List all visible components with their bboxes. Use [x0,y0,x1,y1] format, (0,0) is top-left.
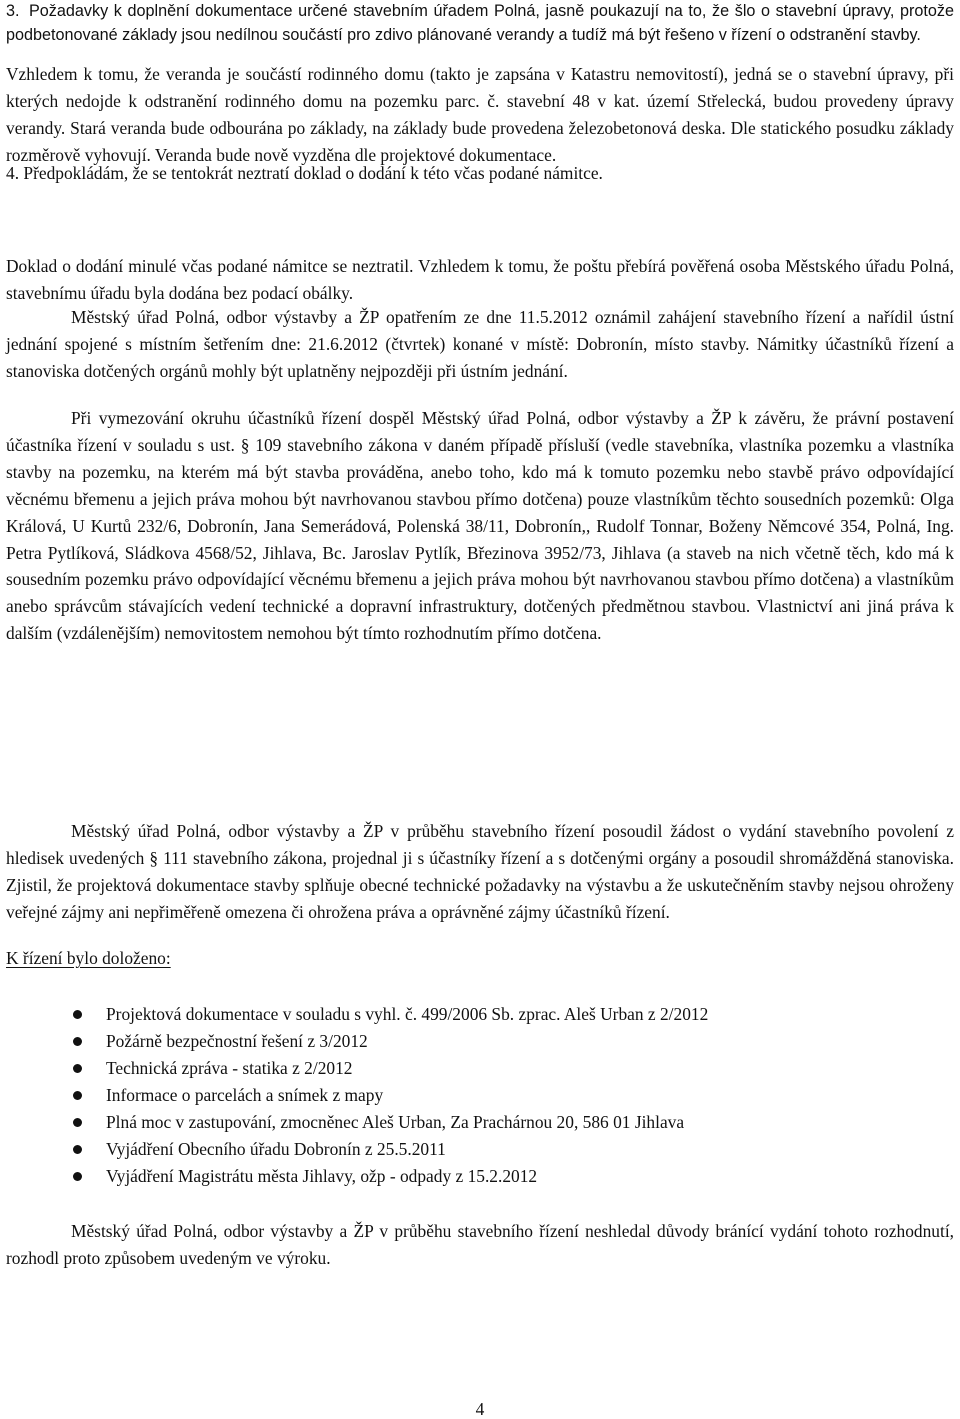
response-item-4: Doklad o dodání minulé včas podané námitce se neztratil. Vzhledem k tomu, že poštu přebírá pověřená osoba Městského úřadu Polná, stavebnímu úřadu byla dodána bez podací obálky. [6,256,954,303]
objection-text: Předpokládám, že se tentokrát neztratí doklad o dodání k této včas podané námitce. [23,163,603,183]
objection-item-4 [6,160,954,187]
objection-item-3 [6,0,954,47]
objection-text: Požadavky k doplnění dokumentace určené stavebním úřadem Polná, jasně poukazují na to, že šlo o stavební úpravy, protože podbetonované základy jsou nedílnou součástí pro zdivo plánované verandy a tudíž má být řešeno v řízení o odstranění stavby. [6,2,954,44]
paragraph-review: Městský úřad Polná, odbor výstavby a ŽP v průběhu stavebního řízení posoudil žádost o vydání stavebního povolení z hledisek uvedených § 111 stavebního zákona, projednal ji s účastníky řízení a s dotčenými orgány a posoudil shromážděná stanoviska. Zjistil, že projektová dokumentace stavby splňuje obecné technické požadavky na výstavbu a že uskutečněním stavby nejsou ohroženy veřejné zájmy ani nepřiměřeně omezena či ohrožena práva a oprávněné zájmy účastníků řízení. [6,821,954,922]
item-number: 4. [6,163,20,183]
list-item [73,1136,943,1163]
list-item-text: Vyjádření Obecního úřadu Dobronín z 25.5.2011 [106,1139,446,1159]
bullet-icon [73,1010,82,1019]
list-item [73,1001,943,1028]
list-item [73,1082,943,1109]
bullet-icon [73,1172,82,1181]
page-number: 4 [475,1399,485,1419]
bullet-icon [73,1064,82,1073]
bullet-icon [73,1118,82,1127]
bullet-icon [73,1145,82,1154]
paragraph-notice: Městský úřad Polná, odbor výstavby a ŽP opatřením ze dne 11.5.2012 oznámil zahájení stavebního řízení a nařídil ústní jednání spojené s místním šetřením dne: 21.6.2012 (čtvrtek) konané v místě: Dobronín, místo stavby. Námitky účastníků řízení a stanoviska dotčených orgánů mohly být uplatněny nejpozději při ústním jednání. [6,307,954,381]
list-item-text: Technická zpráva - statika z 2/2012 [106,1058,353,1078]
documents-list [73,1001,943,1190]
list-item [73,1109,943,1136]
bullet-icon [73,1037,82,1046]
list-item-text: Vyjádření Magistrátu města Jihlavy, ožp - odpady z 15.2.2012 [106,1166,538,1186]
list-item-text: Projektová dokumentace v souladu s vyhl. č. 499/2006 Sb. zprac. Aleš Urban z 2/2012 [106,1004,709,1024]
list-item-text: Plná moc v zastupování, zmocněnec Aleš Urban, Za Prachárnou 20, 586 01 Jihlava [106,1112,685,1132]
paragraph-conclusion: Městský úřad Polná, odbor výstavby a ŽP v průběhu stavebního řízení neshledal důvody bránící vydání tohoto rozhodnutí, rozhodl proto způsobem uvedeným ve výroku. [6,1221,954,1268]
list-item-text: Požárně bezpečnostní řešení z 3/2012 [106,1031,368,1051]
list-item [73,1055,943,1082]
list-item [73,1028,943,1055]
bullet-icon [73,1091,82,1100]
documents-heading: K řízení bylo doloženo: [6,948,171,968]
item-number: 3. [6,2,20,20]
list-item-text: Informace o parcelách a snímek z mapy [106,1085,384,1105]
response-item-3: Vzhledem k tomu, že veranda je součástí rodinného domu (takto je zapsána v Katastru nemovitostí), jedná se o stavební úpravy, při kterých nedojde k odstranění rodinného domu na pozemku parc. č. stavební 48 v kat. území Střelecká, budou provedeny úpravy verandy. Stará veranda bude odbourána po základy, na základy bude provedena železobetonová deska. Dle statického posudku základy rozměrově vyhovují. Veranda bude nově vyzděna dle projektové dokumentace. [6,64,954,165]
paragraph-participants: Při vymezování okruhu účastníků řízení dospěl Městský úřad Polná, odbor výstavby a ŽP k závěru, že právní postavení účastníka řízení v souladu s ust. § 109 stavebního zákona v daném případě přísluší (vedle stavebníka, vlastníka pozemku a vlastníka stavby na pozemku, na kterém má být stavba prováděna, anebo toho, kdo má k tomuto pozemku nebo stavbě právo odpovídající věcnému břemenu a jejich práva mohou být navrhovanou stavbou přímo dotčena) pouze vlastníkům těchto sousedních pozemků: Olga Králová, U Kurtů 232/6, Dobronín, Jana Semerádová, Polenská 38/11, Dobronín,, Rudolf Tonnar, Boženy Němcové 354, Polná, Ing. Petra Pytlíková, Sládkova 4568/52, Jihlava, Bc. Jaroslav Pytlík, Březinova 3952/73, Jihlava (a staveb na nich včetně těch, kdo má k sousedním pozemku právo odpovídající věcnému břemenu a jejich práva mohou být navrhovanou stavbou přímo dotčena) a vlastníkům anebo správcům stávajících vedení technické a dopravní infrastruktury, dotčených předmětnou stavbou. Vlastnictví ani jiná práva k dalším (vzdálenějším) nemovitostem nemohou být tímto rozhodnutím přímo dotčena. [6,408,954,644]
list-item [73,1163,943,1190]
